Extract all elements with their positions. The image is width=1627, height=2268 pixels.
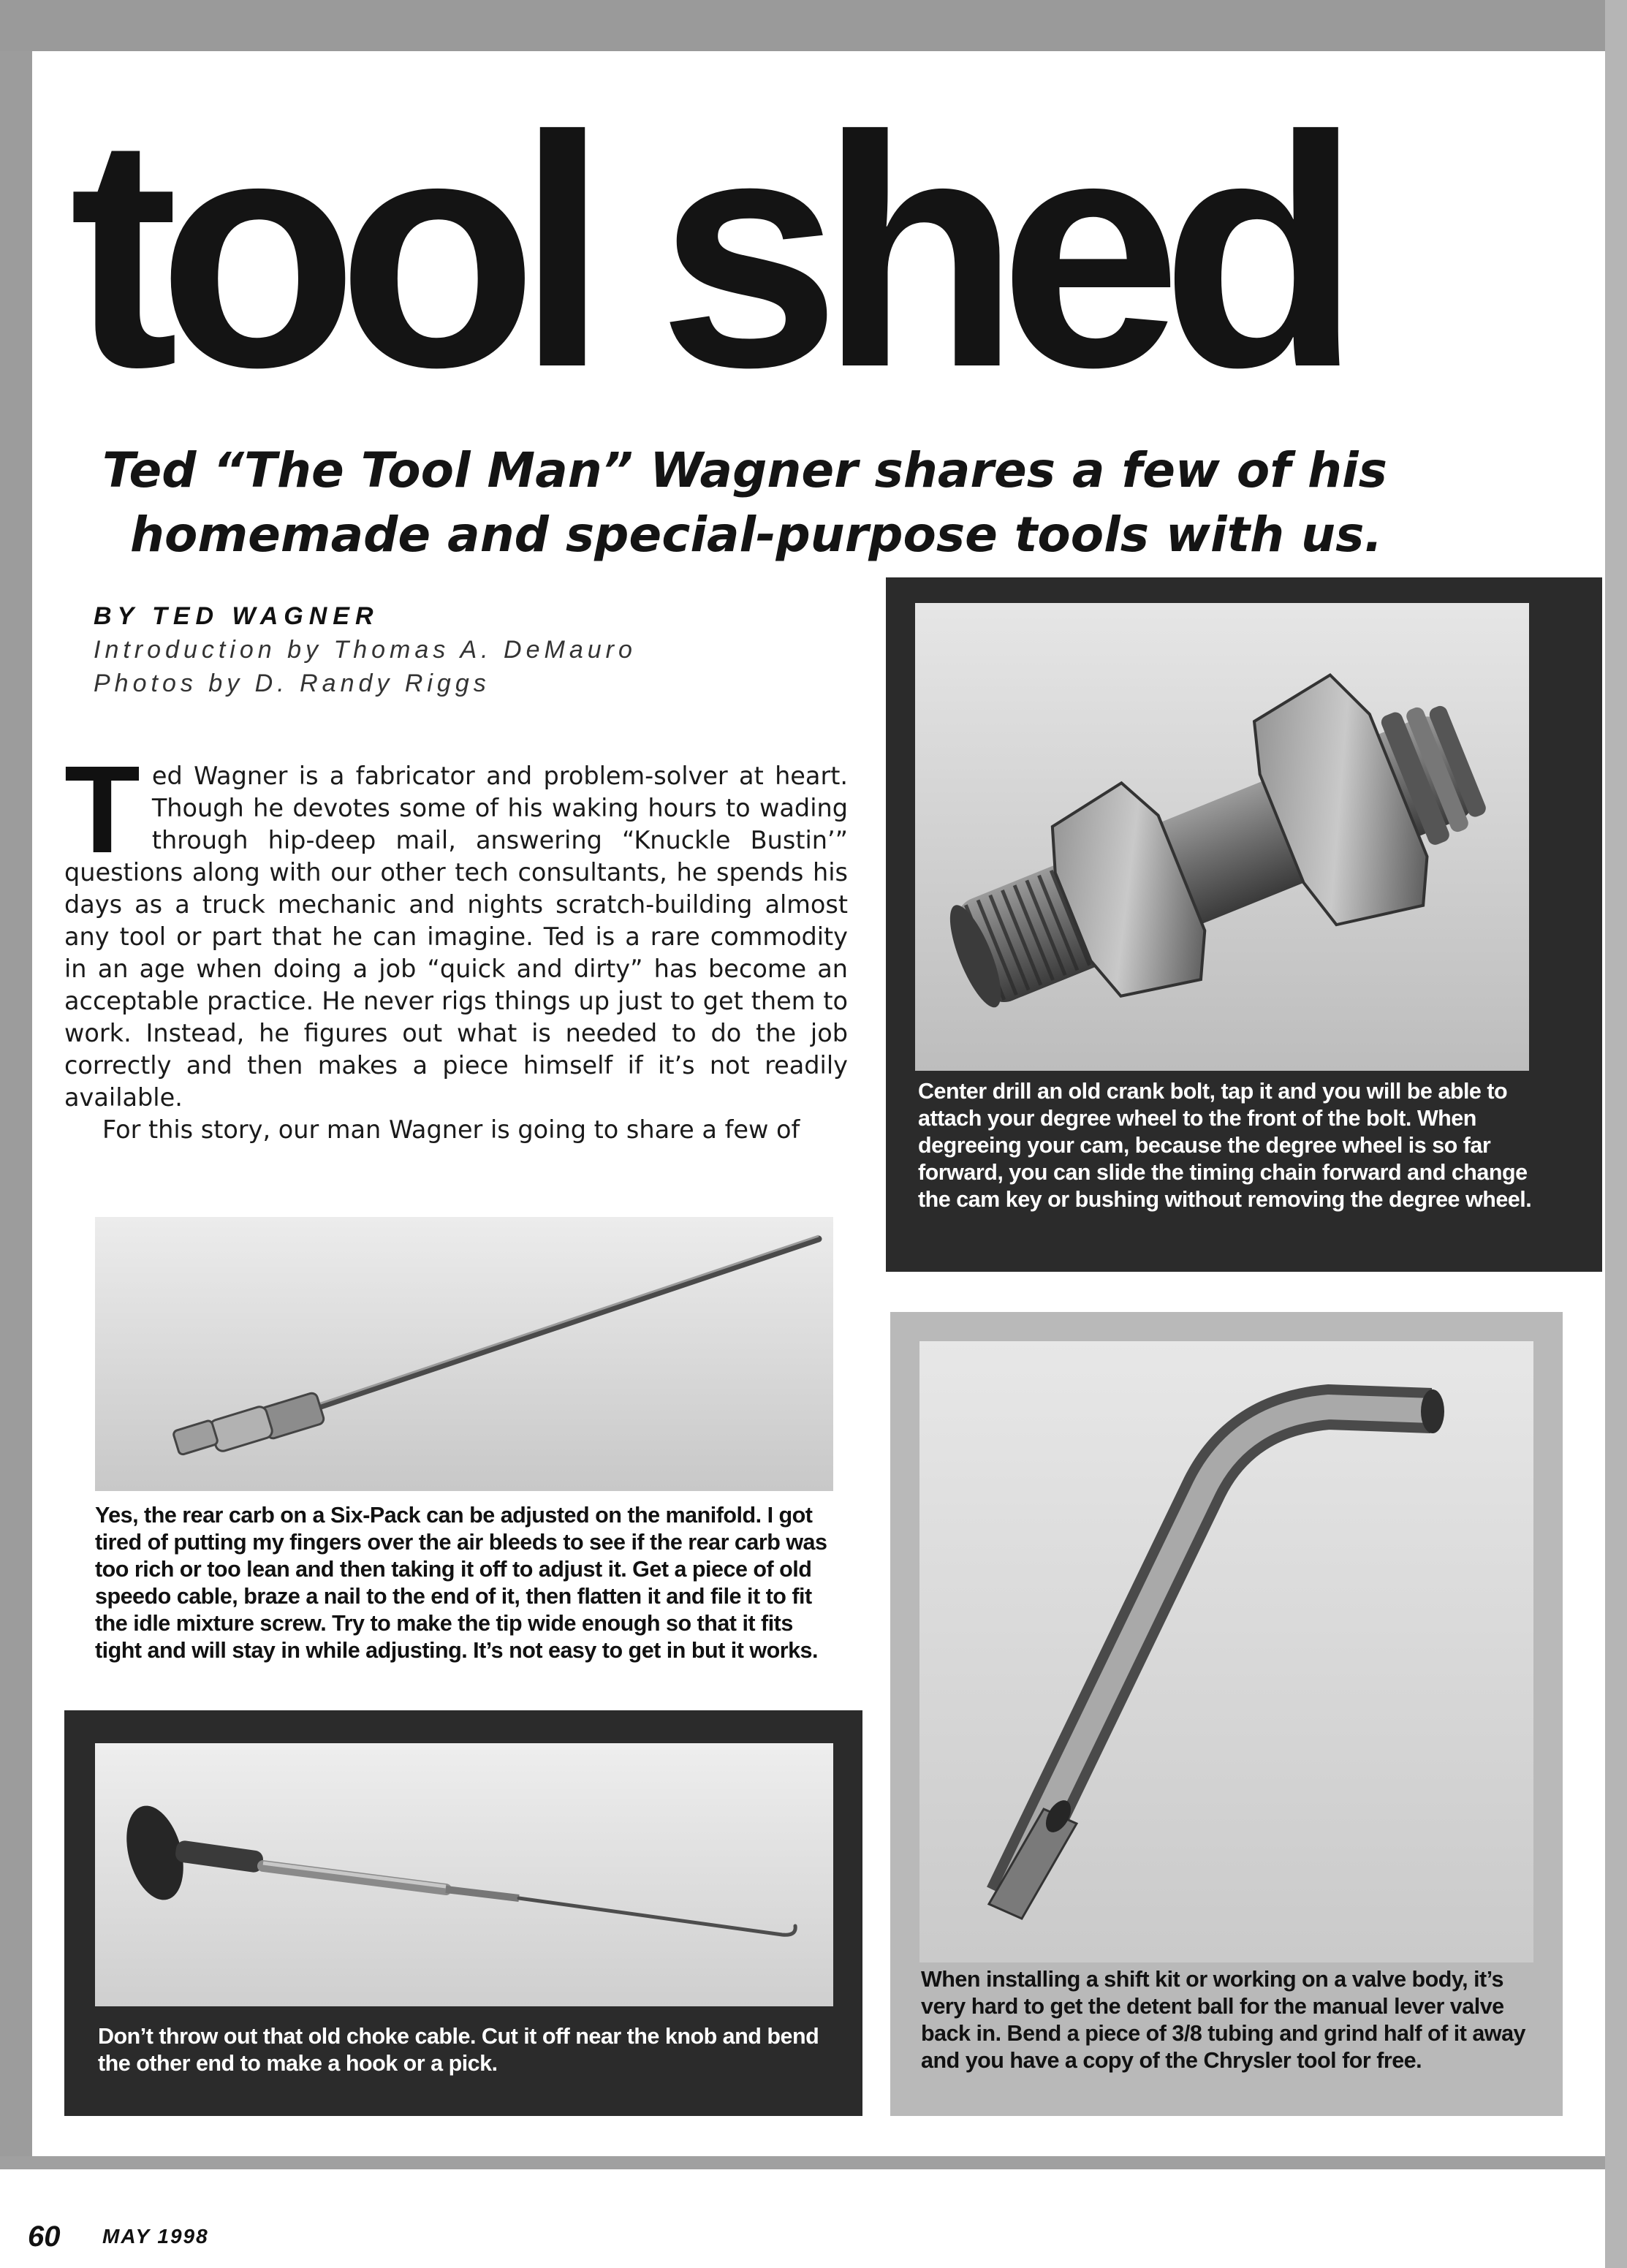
scan-border-top [0, 0, 1627, 51]
choke-cable-caption: Don’t throw out that old choke cable. Cut it off near the knob and bend the other end to make a hook or a pick. [98, 2024, 819, 2076]
crank-bolt-image [915, 603, 1529, 1071]
deck-line-1: Ted “The Tool Man” Wagner shares a few of his [102, 442, 1387, 498]
choke-cable-photo [95, 1743, 833, 2006]
article-title: tool shed [69, 69, 1341, 436]
issue-date: MAY 1998 [102, 2225, 209, 2248]
crank-bolt-caption: Center drill an old crank bolt, tap it and you will be able to attach your degree wheel to the front of the bolt. When degreeing your cam, because the degree wheel is so far forward, you can slide the timing chain forward and change the cam key or bushing without removing the degree wheel. [918, 1079, 1532, 1212]
speedo-cable-photo [95, 1217, 833, 1491]
choke-cable-image [95, 1743, 833, 2006]
deck-line-2: homemade and special-purpose tools with us. [130, 507, 1383, 563]
tube-tool-photo [919, 1341, 1533, 1962]
body-paragraph-2: For this story, our man Wagner is going to share a few of [102, 1115, 800, 1144]
footer-band [0, 2156, 1627, 2268]
body-paragraph-1 [64, 740, 848, 1114]
speedo-cable-image [95, 1217, 833, 1491]
scan-border-right [1605, 0, 1627, 2268]
drop-cap: T [64, 740, 140, 879]
footer-rule [0, 2156, 1605, 2169]
body-paragraph-1-text: ed Wagner is a fabricator and problem-solver at heart. Though he devotes some of his waking hours to wading through hip-deep mail, answering “Knuckle Bustin’” questions along with our other tech consultants, he spends his days as a truck mechanic and nights scratch-building almost any tool or part that he can imagine. Ted is a rare commodity in an age when doing a job “quick and dirty” has become an acceptable practice. He never rigs things up just to get them to work. Instead, he figures out what is needed to do the job correctly and then makes a piece himself if it’s not readily available. [64, 762, 848, 1112]
page-number: 60 [28, 2220, 61, 2253]
photo-credit: Photos by D. Randy Riggs [94, 670, 490, 697]
intro-credit: Introduction by Thomas A. DeMauro [94, 636, 637, 664]
tube-tool-image [919, 1341, 1533, 1962]
byline-block [94, 599, 839, 700]
author-byline: BY TED WAGNER [94, 602, 379, 630]
speedo-cable-caption: Yes, the rear carb on a Six-Pack can be adjusted on the manifold. I got tired of putting my fingers over the air bleeds to see if the rear carb was too rich or too lean and then taking it off to adjust it. Get a piece of old speedo cable, braze a nail to the end of it, then flatten it and file it to fit the idle mixture screw. Try to make the tip wide enough so that it fits tight and will stay in while adjusting. It’s not easy to get in but it works. [95, 1503, 827, 1663]
crank-bolt-photo [915, 603, 1529, 1071]
article-body [64, 740, 848, 1146]
tube-tool-caption: When installing a shift kit or working on a valve body, it’s very hard to get the detent ball for the manual lever valve back in. Bend a piece of 3/8 tubing and grind half of it away and you have a copy of the Chrysler tool for free. [921, 1967, 1526, 2073]
article-deck [102, 439, 1491, 567]
